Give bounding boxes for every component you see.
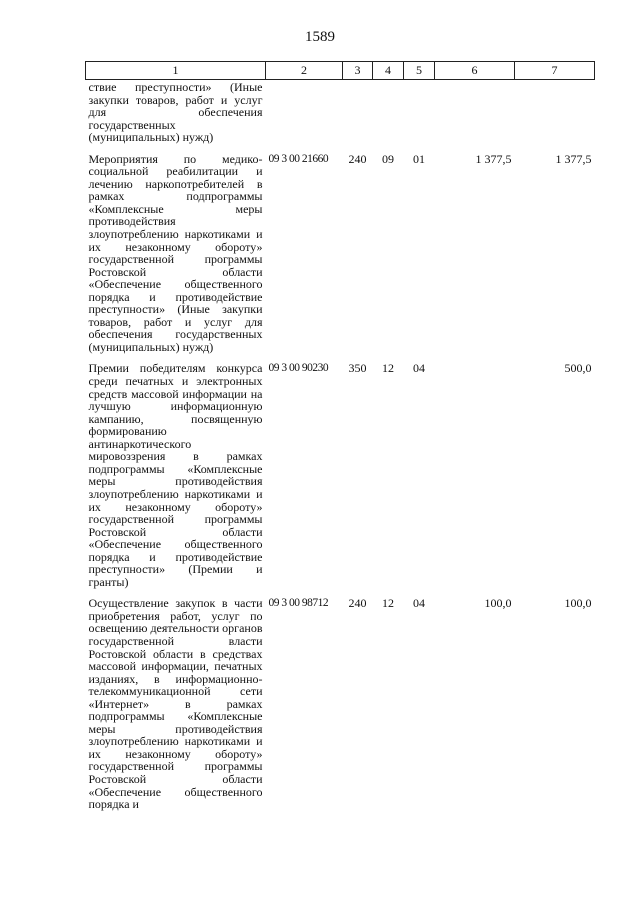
row-col4 — [373, 80, 404, 152]
row-col4: 12 — [382, 596, 394, 611]
row-col5: 01 — [413, 151, 425, 166]
row-description: ствие преступности» (Иные закупки товаров, работ и услуг для обеспечения государственных (муниципальных) нужд) — [88, 80, 263, 145]
row-col4: 09 — [382, 151, 394, 166]
table-row — [86, 152, 595, 362]
header-col-5: 5 — [404, 62, 435, 80]
header-col-4: 4 — [373, 62, 404, 80]
header-col-7: 7 — [515, 62, 595, 80]
row-code — [266, 80, 343, 152]
row-col6 — [435, 80, 515, 152]
row-col3 — [343, 80, 373, 152]
header-row — [86, 62, 595, 80]
table-row — [86, 80, 595, 152]
row-col6: 100,0 — [484, 596, 512, 611]
row-col3: 240 — [348, 151, 367, 166]
row-col6: 1 377,5 — [475, 151, 512, 166]
row-col4: 12 — [382, 361, 394, 376]
row-description: Осуществление закупок в части приобретения работ, услуг по освещению деятельности органов государственной власти Ростовской области в средствах массовой информации, печатных изданиях, в информационно-телекоммуникационной сети «Интернет» в рамках подпрограммы «Комплексные меры противодействия злоупотреблению наркотиками и их незаконному обороту» государственной программы Ростовской области «Обеспечение общественного порядка и — [88, 596, 263, 812]
header-col-1: 1 — [86, 62, 266, 80]
row-code: 09 3 00 90230 — [268, 362, 329, 375]
row-description: Мероприятия по медико-социальной реабилитации и лечению наркопотребителей в рамках подпрограммы «Комплексные меры противодействия злоупотреблению наркотиками и их незаконному обороту» государственной программы Ростовской области «Обеспечение общественного порядка и противодействие преступности» (Иные закупки товаров, работ и услуг для обеспечения государственных (муниципальных) нужд) — [88, 151, 263, 354]
header-col-2: 2 — [266, 62, 343, 80]
row-col7: 500,0 — [564, 361, 592, 376]
row-col5: 04 — [413, 596, 425, 611]
row-col7 — [515, 80, 595, 152]
table-row — [86, 361, 595, 596]
row-col7: 1 377,5 — [555, 151, 592, 166]
row-description: Премии победителям конкурса среди печатных и электронных средств массовой информации на лучшую информационную кампанию, посвященную формированию антинаркотического мировоззрения в рамках подпрограммы «Комплексные меры противодействия злоупотреблению наркотиками и их незаконному обороту» государственной программы Ростовской области «Обеспечение общественного порядка и противодействие преступности» (Премии и гранты) — [88, 361, 263, 589]
page-number: 1589 — [305, 29, 335, 45]
row-col3: 350 — [348, 361, 367, 376]
row-code: 09 3 00 98712 — [268, 597, 329, 610]
row-col6 — [435, 361, 515, 596]
row-col5 — [404, 80, 435, 152]
row-col5: 04 — [413, 361, 425, 376]
row-col3: 240 — [348, 596, 367, 611]
header-col-3: 3 — [343, 62, 373, 80]
row-code: 09 3 00 21660 — [268, 152, 329, 165]
table-row — [86, 596, 595, 818]
budget-table — [85, 61, 595, 819]
row-col7: 100,0 — [564, 596, 592, 611]
header-col-6: 6 — [435, 62, 515, 80]
